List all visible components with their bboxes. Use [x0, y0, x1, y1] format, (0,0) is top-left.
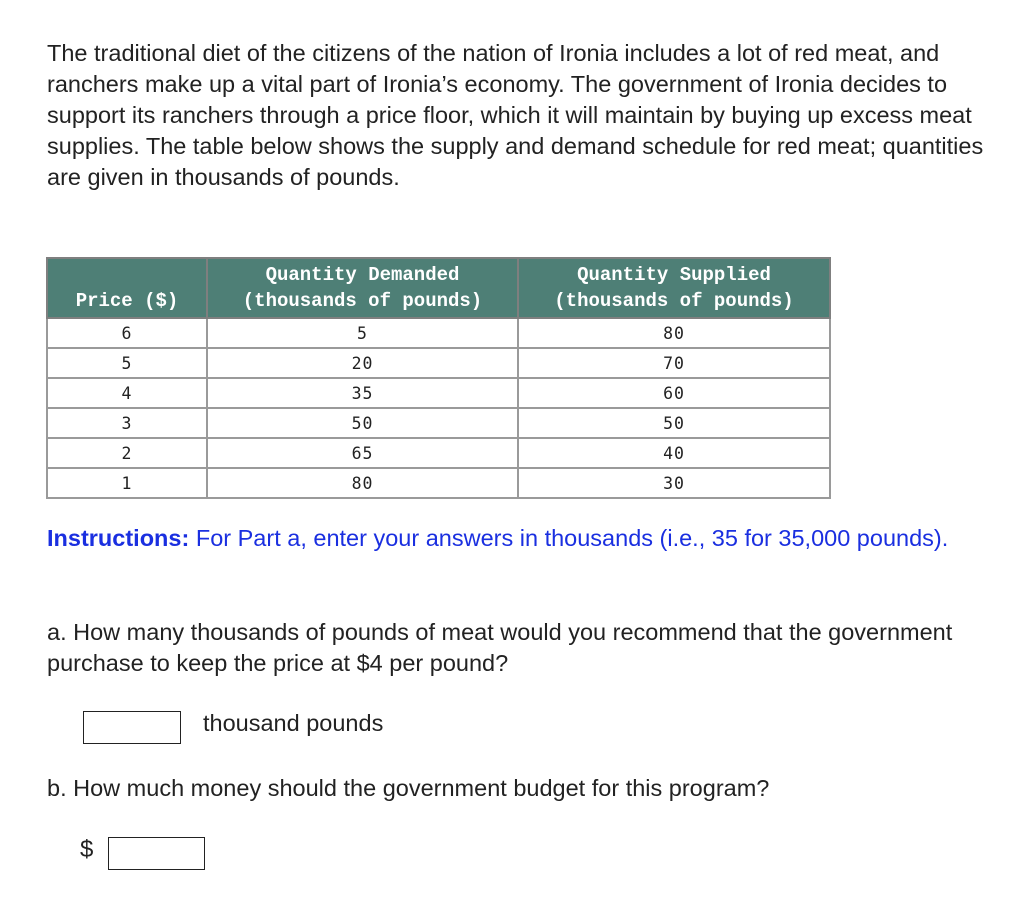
answer-a-unit-label: thousand pounds	[203, 710, 384, 736]
question-b-text: b. How much money should the government budget for this program?	[47, 775, 770, 801]
quantity-demanded-cell: 65	[207, 438, 518, 468]
table-row	[47, 318, 830, 348]
table-row	[47, 408, 830, 438]
quantity-demanded-header	[207, 258, 518, 318]
table-row	[47, 348, 830, 378]
price-cell: 4	[47, 378, 207, 408]
price-cell: 3	[47, 408, 207, 438]
quantity-demanded-cell: 50	[207, 408, 518, 438]
instructions-label: Instructions:	[47, 525, 190, 551]
quantity-demanded-header-title: Quantity Demanded	[265, 264, 460, 286]
price-cell: 2	[47, 438, 207, 468]
quantity-supplied-cell: 40	[518, 438, 830, 468]
quantity-demanded-cell: 35	[207, 378, 518, 408]
price-cell: 1	[47, 468, 207, 498]
question-a-text: a. How many thousands of pounds of meat would you recommend that the government purchase to keep the price at $4 per pound?	[47, 619, 953, 676]
table-row	[47, 378, 830, 408]
answer-b-input[interactable]	[108, 837, 205, 870]
answer-a-input[interactable]	[83, 711, 181, 744]
price-header-label: Price ($)	[75, 290, 179, 312]
table-row	[47, 438, 830, 468]
price-header	[47, 258, 207, 318]
quantity-demanded-header-unit: (thousands of pounds)	[242, 290, 483, 312]
quantity-supplied-cell: 50	[518, 408, 830, 438]
quantity-supplied-cell: 30	[518, 468, 830, 498]
quantity-supplied-cell: 60	[518, 378, 830, 408]
quantity-supplied-header	[518, 258, 830, 318]
quantity-supplied-cell: 70	[518, 348, 830, 378]
currency-symbol: $	[80, 836, 94, 863]
quantity-supplied-header-title: Quantity Supplied	[577, 264, 771, 286]
instructions-text	[47, 523, 997, 554]
supply-demand-table	[46, 257, 831, 499]
table-header-row	[47, 258, 830, 318]
intro-paragraph: The traditional diet of the citizens of the nation of Ironia includes a lot of red meat, and ranchers make up a vital part of Ironia’s economy. The government of Ironia decides to support its ranchers through a price floor, which it will maintain by buying up excess meat supplies. The table below shows the supply and demand schedule for red meat; quantities are given in thousands of pounds.	[47, 40, 984, 190]
quantity-demanded-cell: 80	[207, 468, 518, 498]
quantity-demanded-cell: 5	[207, 318, 518, 348]
table-row	[47, 468, 830, 498]
quantity-demanded-cell: 20	[207, 348, 518, 378]
quantity-supplied-cell: 80	[518, 318, 830, 348]
price-cell: 6	[47, 318, 207, 348]
price-cell: 5	[47, 348, 207, 378]
quantity-supplied-header-unit: (thousands of pounds)	[554, 290, 794, 312]
instructions-body: For Part a, enter your answers in thousands (i.e., 35 for 35,000 pounds).	[189, 525, 949, 551]
